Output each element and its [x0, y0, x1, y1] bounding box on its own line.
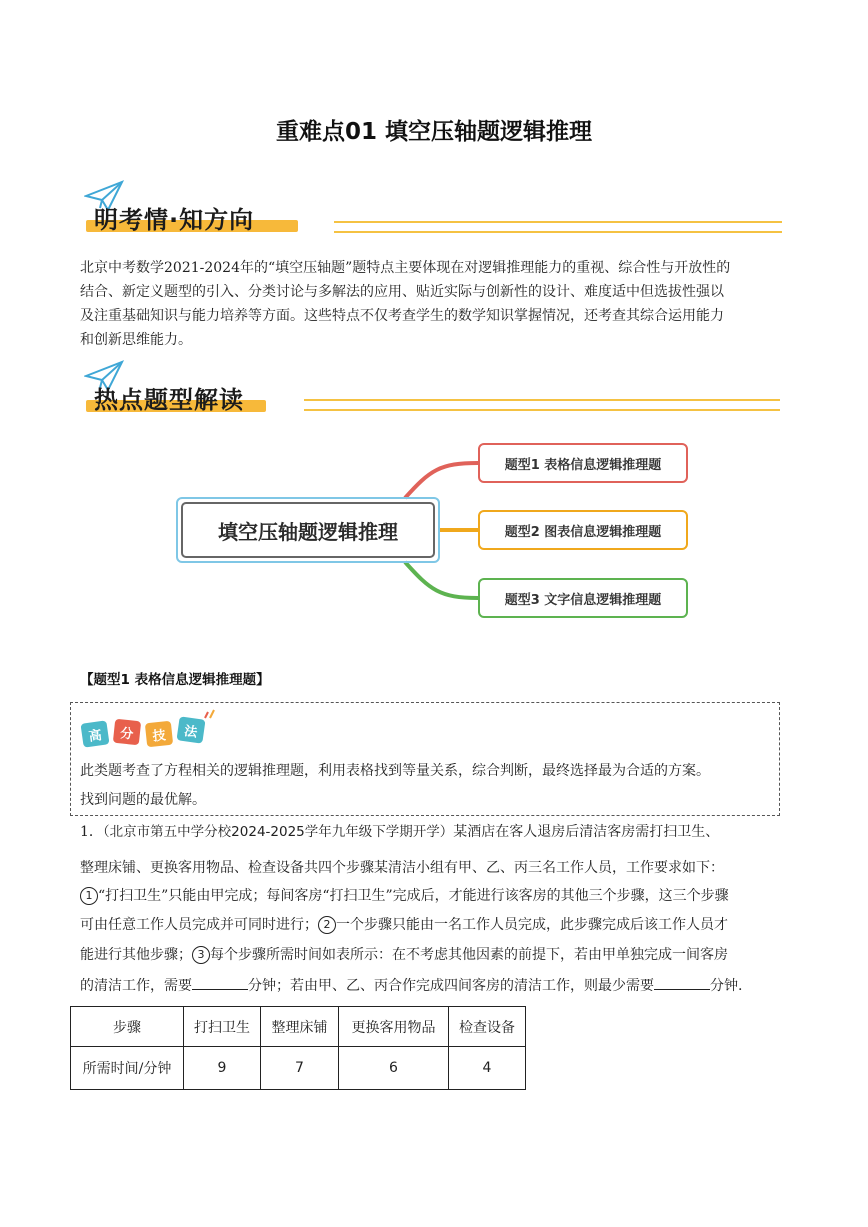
circled-number: 3 — [192, 946, 210, 964]
table-header: 打扫卫生 — [184, 1007, 261, 1047]
badge-char: 法 — [176, 716, 205, 743]
badge-char: 高 — [80, 720, 109, 747]
question-line: 可由任意工作人员完成并可同时进行； 2 一个步骤只能由一名工作人员完成，此步骤完成后该工作人员才 — [80, 917, 728, 933]
steps-table — [70, 1006, 526, 1090]
table-header-row — [71, 1007, 526, 1047]
tip-text: 此类题考查了方程相关的逻辑推理题，利用表格找到等量关系，综合判断，最终选择最为合适的方案。 找到问题的最优解。 — [80, 763, 710, 808]
badge-char: 分 — [113, 719, 141, 746]
question-line: 的清洁工作，需要 分钟；若由甲、乙、丙合作完成四间客房的清洁工作，则最少需要 分钟. — [80, 975, 790, 996]
table-cell: 4 — [449, 1047, 526, 1090]
question-line: 整理床铺、更换客用物品、检查设备共四个步骤某清洁小组有甲、乙、丙三名工作人员，工作要求如下： — [80, 860, 724, 876]
mindmap-node-type3: 题型3 文字信息逻辑推理题 — [478, 578, 688, 618]
mindmap-node-type1: 题型1 表格信息逻辑推理题 — [478, 443, 688, 483]
circled-number: 2 — [318, 916, 336, 934]
table-header: 检查设备 — [449, 1007, 526, 1047]
connector-type3 — [405, 562, 478, 598]
answer-blank[interactable] — [654, 975, 710, 990]
mindmap-center-node: 填空压轴题逻辑推理 — [176, 497, 440, 563]
question-line: 能进行其他步骤； 3 每个步骤所需时间如表所示：在不考虑其他因素的前提下，若由甲单独完成一间客房 — [80, 947, 728, 963]
intro-paragraph: 北京中考数学2021-2024年的“填空压轴题”题特点主要体现在对逻辑推理能力的重视、综合性与开放性的 结合、新定义题型的引入、分类讨论与多解法的应用、贴近实际与创新性的设计、难度适中但选拔性强以 及注重基础知识与能力培养等方面。这些特点不仅考查学生的数学知识掌握情况，还考查其综合运用能力 和创新思维能力。 — [80, 260, 731, 348]
question-line: 1．（北京市第五中学分校2024-2025学年九年级下学期开学）某酒店在客人退房后清洁客房需打扫卫生、 — [80, 824, 720, 840]
connector-type1 — [405, 463, 478, 498]
sparkle-icon — [202, 706, 216, 720]
question-line: 1 “打扫卫生”只能由甲完成；每间客房“打扫卫生”完成后，才能进行该客房的其他三个步骤，这三个步骤 — [80, 886, 790, 906]
table-row — [71, 1047, 526, 1090]
section-title: 热点题型解读 — [94, 386, 244, 414]
section-title: 明考情·知方向 — [94, 206, 255, 234]
badge-char: 技 — [145, 721, 173, 748]
table-header: 步骤 — [71, 1007, 184, 1047]
table-row-label: 所需时间/分钟 — [71, 1047, 184, 1090]
table-cell: 6 — [339, 1047, 449, 1090]
type1-heading: 【题型1 表格信息逻辑推理题】 — [80, 672, 270, 688]
question-source: （北京市第五中学分校2024-2025学年九年级下学期开学） — [102, 824, 454, 840]
page-title: 重难点01 填空压轴题逻辑推理 — [275, 119, 592, 145]
table-header: 整理床铺 — [261, 1007, 339, 1047]
mindmap-node-type2: 题型2 图表信息逻辑推理题 — [478, 510, 688, 550]
answer-blank[interactable] — [192, 975, 248, 990]
table-cell: 9 — [184, 1047, 261, 1090]
table-cell: 7 — [261, 1047, 339, 1090]
table-header: 更换客用物品 — [339, 1007, 449, 1047]
circled-number: 1 — [80, 887, 98, 905]
